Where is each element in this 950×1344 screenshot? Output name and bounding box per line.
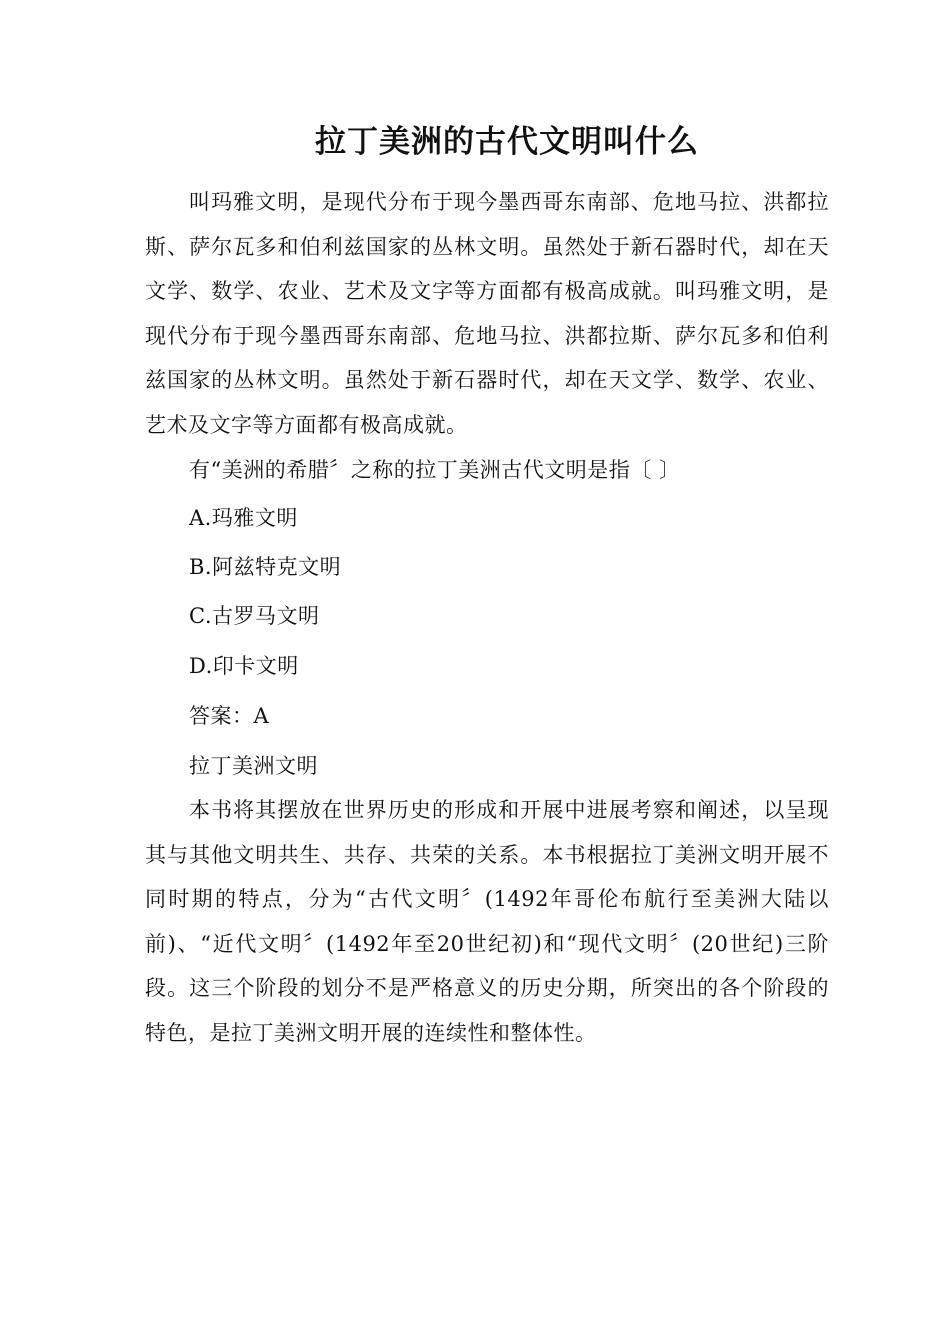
document-title: 拉丁美洲的古代文明叫什么	[315, 124, 699, 160]
option-b: B.阿兹特克文明	[189, 555, 342, 579]
option-a: A.玛雅文明	[189, 506, 298, 530]
option-c: C.古罗马文明	[189, 604, 320, 628]
answer-text: 答案：A	[189, 704, 270, 728]
intro-paragraph: 叫玛雅文明，是现代分布于现今墨西哥东南部、危地马拉、洪都拉斯、萨尔瓦多和伯利兹国家的丛林文明。虽然处于新石器时代，却在天文学、数学、农业、艺术及文字等方面都有极高成就。叫玛雅文明，是现代分布于现今墨西哥东南部、危地马拉、洪都拉斯、萨尔瓦多和伯利兹国家的丛林文明。虽然处于新石器时代，却在天文学、数学、农业、艺术及文字等方面都有极高成就。	[145, 190, 829, 437]
body-paragraph: 本书将其摆放在世界历史的形成和开展中进展考察和阐述，以呈现其与其他文明共生、共存、共荣的关系。本书根据拉丁美洲文明开展不同时期的特点，分为“古代文明〞(1492年哥伦布航行至美洲大陆以前)、“近代文明〞(1492年至20世纪初)和“现代文明〞(20世纪)三阶段。这三个阶段的划分不是严格意义的历史分期，所突出的各个阶段的特色，是拉丁美洲文明开展的连续性和整体性。	[145, 798, 829, 1045]
option-d: D.印卡文明	[189, 654, 299, 678]
section-heading: 拉丁美洲文明	[189, 754, 318, 778]
question-text: 有“美洲的希腊〞之称的拉丁美洲古代文明是指〔 〕	[189, 458, 681, 482]
